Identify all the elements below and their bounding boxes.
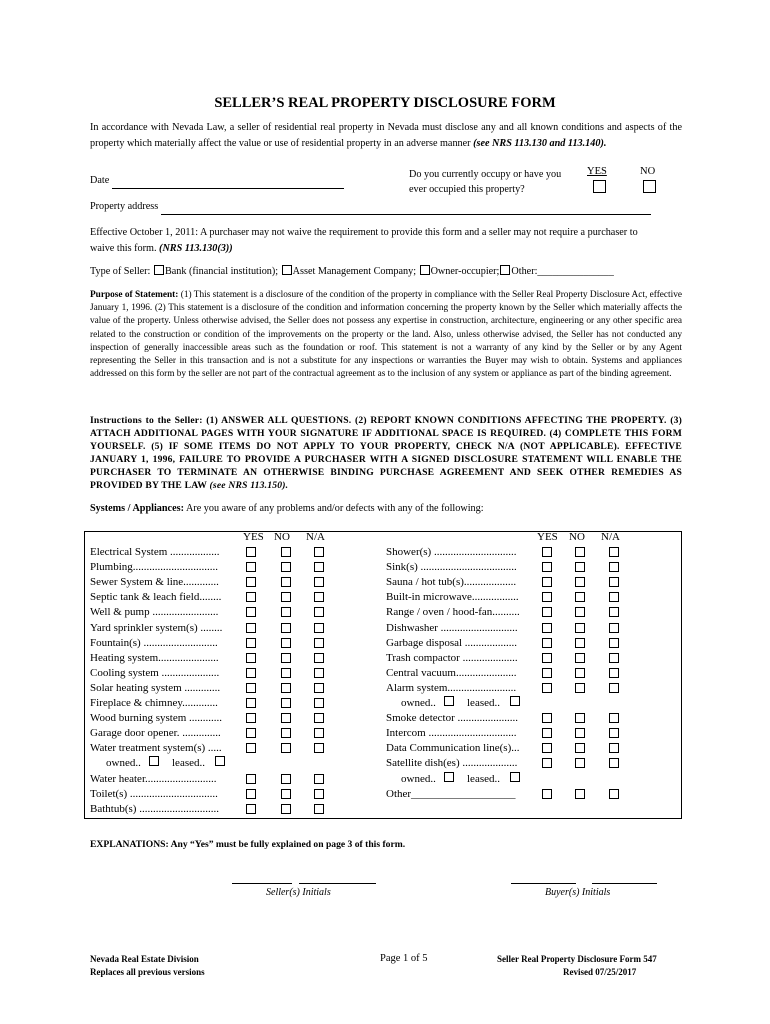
alarm-leased-checkbox[interactable]	[510, 696, 520, 706]
right-item-1-no-checkbox[interactable]	[575, 562, 585, 572]
left-item-10-na-checkbox[interactable]	[314, 698, 324, 708]
left-item-0: Electrical System ..................	[90, 546, 220, 558]
buyer-initials-label: Buyer(s) Initials	[545, 887, 611, 898]
right-item-0-yes-checkbox[interactable]	[542, 547, 552, 557]
address-field[interactable]	[161, 202, 651, 215]
right-item-13: Satellite dish(es) ....................	[386, 757, 518, 770]
other-blank[interactable]: _______________	[537, 266, 614, 277]
systems-question: Are you aware of any problems and/or defects with any of the following:	[185, 503, 484, 514]
purpose-text: (1) This statement is a disclosure of the condition of the property in compliance with the Seller Real Property Disclosure Act, effective January 1, 1996. (2) This statement is a disclosure of the condition and information concerning the property known by the Seller which materially affects the value of the property. Unless otherwise advised, the Seller does not possess any expertise in construction, architecture, engineering or any other specific area related to the construction or condition of the improvements on the property or the land. Also, unless otherwise advised, the Seller has not conducted any inspection of generally inaccessible areas such as the foundation or roof. This statement is not a warranty of any kind by the Seller or by any Agent representing the Seller in this transaction and is not a substitute for any inspections or warranties the Buyer may wish to obtain. Systems and appliances addressed on this form by the seller are not part of the contractual agreement as to the inclusion of any system or appliance as part of the binding agreement.	[90, 290, 682, 380]
left-item-10-yes-checkbox[interactable]	[246, 698, 256, 708]
right-item-14-na-checkbox[interactable]	[609, 789, 619, 799]
left-item-14: Water heater..........................	[90, 772, 217, 785]
left-item-7: Heating system......................	[90, 651, 219, 664]
left-item-11-yes-checkbox[interactable]	[246, 713, 256, 723]
left-item-7-yes-checkbox[interactable]	[246, 653, 256, 663]
right-item-9: Alarm system.........................	[386, 681, 517, 694]
right-item-3-yes-checkbox[interactable]	[542, 592, 552, 602]
water-treatment-leased-checkbox[interactable]	[215, 756, 225, 766]
right-item-6-no-checkbox[interactable]	[575, 638, 585, 648]
left-item-3-no-checkbox[interactable]	[281, 592, 291, 602]
buyer-initial-line-2[interactable]	[592, 873, 657, 884]
right-item-7-yes-checkbox[interactable]	[542, 653, 552, 663]
purpose-label: Purpose of Statement:	[90, 290, 179, 300]
right-item-8-na-checkbox[interactable]	[609, 668, 619, 678]
right-item-4-yes-checkbox[interactable]	[542, 607, 552, 617]
occupy-yes-label: YES	[587, 166, 607, 177]
left-item-6: Fountain(s) ...........................	[90, 636, 218, 649]
left-item-9-no-checkbox[interactable]	[281, 683, 291, 693]
systems-label: Systems / Appliances:	[90, 503, 184, 514]
right-item-3: Built-in microwave.................	[386, 591, 519, 604]
footer-revised: Revised 07/25/2017	[563, 967, 637, 977]
left-item-13-yes-checkbox[interactable]	[246, 743, 256, 753]
left-item-4-yes-checkbox[interactable]	[246, 607, 256, 617]
left-item-13-na-checkbox[interactable]	[314, 743, 324, 753]
right-item-14-yes-checkbox[interactable]	[542, 789, 552, 799]
left-item-1-yes-checkbox[interactable]	[246, 562, 256, 572]
left-item-9-na-checkbox[interactable]	[314, 683, 324, 693]
bank-option-label: Bank (financial institution);	[164, 266, 279, 277]
other-option-label: Other:	[511, 266, 538, 277]
right-item-12-na-checkbox[interactable]	[609, 743, 619, 753]
intro-citation: (see NRS 113.130 and 113.140).	[473, 137, 607, 149]
left-item-14-na-checkbox[interactable]	[314, 774, 324, 784]
right-item-10-no-checkbox[interactable]	[575, 713, 585, 723]
seller-type-label: Type of Seller:	[90, 266, 151, 277]
water-treatment-owned-checkbox[interactable]	[149, 756, 159, 766]
right-item-9-yes-checkbox[interactable]	[542, 683, 552, 693]
date-row	[90, 173, 344, 189]
occupy-yes-checkbox[interactable]	[593, 180, 606, 193]
occupy-no-checkbox[interactable]	[643, 180, 656, 193]
right-item-12-yes-checkbox[interactable]	[542, 743, 552, 753]
right-item-9-na-checkbox[interactable]	[609, 683, 619, 693]
right-item-2-no-checkbox[interactable]	[575, 577, 585, 587]
other-checkbox[interactable]	[500, 265, 510, 275]
left-item-16-no-checkbox[interactable]	[281, 804, 291, 814]
left-item-11-na-checkbox[interactable]	[314, 713, 324, 723]
right-item-11-na-checkbox[interactable]	[609, 728, 619, 738]
left-item-3-yes-checkbox[interactable]	[246, 592, 256, 602]
right-item-2: Sauna / hot tub(s)...................	[386, 576, 517, 589]
left-item-5-no-checkbox[interactable]	[281, 623, 291, 633]
left-item-10-no-checkbox[interactable]	[281, 698, 291, 708]
owner-occupier-checkbox[interactable]	[420, 265, 430, 275]
left-item-0-na-checkbox[interactable]	[314, 547, 324, 557]
right-item-9-no-checkbox[interactable]	[575, 683, 585, 693]
form-title: SELLER’S REAL PROPERTY DISCLOSURE FORM	[214, 95, 556, 111]
occupy-no-label: NO	[640, 166, 656, 177]
water-treatment-leased-label: leased..	[172, 757, 205, 770]
left-item-0-no-checkbox[interactable]	[281, 547, 291, 557]
right-item-11-yes-checkbox[interactable]	[542, 728, 552, 738]
left-item-15: Toilet(s) ................................	[90, 787, 218, 800]
seller-initials-label: Seller(s) Initials	[266, 887, 331, 898]
satellite-owned-checkbox[interactable]	[444, 772, 454, 782]
left-item-1-na-checkbox[interactable]	[314, 562, 324, 572]
intro-paragraph	[90, 120, 682, 151]
right-yes-header: YES	[537, 531, 558, 543]
right-item-7: Trash compactor ....................	[386, 651, 518, 664]
right-item-13-no-checkbox[interactable]	[575, 758, 585, 768]
seller-initial-line-2[interactable]	[299, 873, 376, 884]
left-item-13-no-checkbox[interactable]	[281, 743, 291, 753]
alarm-owned-label: owned..	[401, 697, 436, 709]
left-item-2-no-checkbox[interactable]	[281, 577, 291, 587]
left-item-8-na-checkbox[interactable]	[314, 668, 324, 678]
right-item-0: Shower(s) ..............................	[386, 546, 517, 558]
right-item-1-yes-checkbox[interactable]	[542, 562, 552, 572]
left-item-3: Septic tank & leach field........	[90, 591, 222, 604]
effective-citation: (NRS 113.130(3))	[159, 242, 233, 254]
left-item-12-na-checkbox[interactable]	[314, 728, 324, 738]
right-item-10-yes-checkbox[interactable]	[542, 713, 552, 723]
left-item-4-no-checkbox[interactable]	[281, 607, 291, 617]
owner-occupier-option-label: Owner-occupier;	[430, 266, 500, 277]
left-item-1-no-checkbox[interactable]	[281, 562, 291, 572]
seller-initial-line-1[interactable]	[232, 873, 292, 884]
effective-paragraph	[90, 225, 660, 256]
left-item-15-no-checkbox[interactable]	[281, 789, 291, 799]
right-item-8: Central vacuum......................	[386, 666, 517, 679]
right-item-14: Other___________________	[386, 787, 516, 800]
buyer-initial-line-1[interactable]	[511, 873, 576, 884]
left-item-7-na-checkbox[interactable]	[314, 653, 324, 663]
effective-text: Effective October 1, 2011: A purchaser may not waive the requirement to provide this form and a seller may not require a purchaser to waive this form.	[90, 227, 638, 254]
left-item-8-yes-checkbox[interactable]	[246, 668, 256, 678]
asset-management-checkbox[interactable]	[282, 265, 292, 275]
intro-text: In accordance with Nevada Law, a seller of residential real property in Nevada must disclose any and all known conditions and aspects of the property which materially affect the value or use of residential property in an adverse manner	[90, 122, 682, 149]
right-item-11: Intercom ................................	[386, 727, 517, 740]
right-item-7-na-checkbox[interactable]	[609, 653, 619, 663]
right-no-header: NO	[569, 531, 585, 543]
right-item-0-na-checkbox[interactable]	[609, 547, 619, 557]
right-item-1-na-checkbox[interactable]	[609, 562, 619, 572]
seller-type-row	[90, 265, 614, 277]
purpose-paragraph	[90, 289, 682, 381]
right-item-6-yes-checkbox[interactable]	[542, 638, 552, 648]
left-item-1: Plumbing...............................	[90, 561, 219, 574]
right-item-3-no-checkbox[interactable]	[575, 592, 585, 602]
instructions-text: Instructions to the Seller: (1) ANSWER ALL QUESTIONS. (2) REPORT KNOWN CONDITIONS AFFECTING THE PROPERTY. (3) ATTACH ADDITIONAL PAGES WITH YOUR SIGNATURE IF ADDITIONAL SPACE IS REQUIRED. (4) COMPLETE THIS FORM YOURSELF. (5) IF SOME ITEMS DO NOT APPLY TO YOUR PROPERTY, CHECK N/A (NOT APPLICABLE). EFFECTIVE JANUARY 1, 1996, FAILURE TO PROVIDE A PURCHASER WITH A SIGNED DISCLOSURE STATEMENT WILL ENABLE THE PURCHASER TO TERMINATE AN OTHERWISE BINDING PURCHASE AGREEMENT AND SEEK OTHER REMEDIES AS PROVIDED BY THE LAW	[90, 415, 682, 491]
asset-management-option-label: Asset Management Company;	[292, 266, 417, 277]
instructions-paragraph	[90, 414, 682, 492]
left-item-2: Sewer System & line.............	[90, 576, 219, 589]
instructions-citation: (see NRS 113.150).	[209, 480, 289, 491]
right-item-12: Data Communication line(s)...	[386, 742, 520, 755]
left-item-12-yes-checkbox[interactable]	[246, 728, 256, 738]
right-item-10: Smoke detector ......................	[386, 712, 518, 725]
left-item-15-yes-checkbox[interactable]	[246, 789, 256, 799]
right-item-4-no-checkbox[interactable]	[575, 607, 585, 617]
footer-replaces: Replaces all previous versions	[90, 967, 205, 977]
right-item-5-yes-checkbox[interactable]	[542, 623, 552, 633]
explanations-note: EXPLANATIONS: Any “Yes” must be fully explained on page 3 of this form.	[90, 839, 406, 850]
date-label: Date	[90, 175, 110, 186]
left-item-4: Well & pump ........................	[90, 606, 219, 619]
water-treatment-owned-label: owned..	[106, 757, 141, 770]
left-item-3-na-checkbox[interactable]	[314, 592, 324, 602]
right-na-header: N/A	[601, 531, 620, 543]
right-item-5-no-checkbox[interactable]	[575, 623, 585, 633]
address-label: Property address	[90, 201, 159, 212]
left-item-14-no-checkbox[interactable]	[281, 774, 291, 784]
satellite-leased-checkbox[interactable]	[510, 772, 520, 782]
bank-checkbox[interactable]	[154, 265, 164, 275]
left-item-6-na-checkbox[interactable]	[314, 638, 324, 648]
left-item-13: Water treatment system(s) .....	[90, 742, 222, 755]
satellite-owned-label: owned..	[401, 772, 436, 785]
left-item-5-na-checkbox[interactable]	[314, 623, 324, 633]
right-item-4: Range / oven / hood-fan..........	[386, 606, 520, 619]
right-item-14-no-checkbox[interactable]	[575, 789, 585, 799]
satellite-leased-label: leased..	[467, 772, 500, 785]
left-item-6-yes-checkbox[interactable]	[246, 638, 256, 648]
left-item-8: Cooling system .....................	[90, 666, 220, 679]
left-item-12: Garage door opener. ..............	[90, 727, 221, 740]
footer-division: Nevada Real Estate Division	[90, 954, 199, 964]
address-row	[90, 199, 651, 215]
right-item-2-yes-checkbox[interactable]	[542, 577, 552, 587]
occupy-question: Do you currently occupy or have you ever occupied this property?	[409, 169, 562, 195]
right-item-2-na-checkbox[interactable]	[609, 577, 619, 587]
left-item-5-yes-checkbox[interactable]	[246, 623, 256, 633]
left-item-2-yes-checkbox[interactable]	[246, 577, 256, 587]
right-item-5: Dishwasher ............................	[386, 621, 518, 634]
left-item-8-no-checkbox[interactable]	[281, 668, 291, 678]
right-item-4-na-checkbox[interactable]	[609, 607, 619, 617]
left-item-14-yes-checkbox[interactable]	[246, 774, 256, 784]
right-item-8-yes-checkbox[interactable]	[542, 668, 552, 678]
page-number: Page 1 of 5	[380, 953, 428, 964]
left-item-4-na-checkbox[interactable]	[314, 607, 324, 617]
left-yes-header: YES	[243, 531, 264, 543]
left-item-2-na-checkbox[interactable]	[314, 577, 324, 587]
right-item-1: Sink(s) ...................................	[386, 561, 517, 574]
right-item-11-no-checkbox[interactable]	[575, 728, 585, 738]
left-item-9-yes-checkbox[interactable]	[246, 683, 256, 693]
left-item-6-no-checkbox[interactable]	[281, 638, 291, 648]
left-item-7-no-checkbox[interactable]	[281, 653, 291, 663]
footer-form-number: Seller Real Property Disclosure Form 547	[497, 954, 657, 964]
left-item-12-no-checkbox[interactable]	[281, 728, 291, 738]
left-item-16-yes-checkbox[interactable]	[246, 804, 256, 814]
left-item-15-na-checkbox[interactable]	[314, 789, 324, 799]
alarm-owned-checkbox[interactable]	[444, 696, 454, 706]
left-item-11: Wood burning system ............	[90, 712, 223, 725]
right-item-0-no-checkbox[interactable]	[575, 547, 585, 557]
left-na-header: N/A	[306, 531, 325, 543]
right-item-5-na-checkbox[interactable]	[609, 623, 619, 633]
systems-row	[90, 503, 484, 514]
right-item-12-no-checkbox[interactable]	[575, 743, 585, 753]
left-item-0-yes-checkbox[interactable]	[246, 547, 256, 557]
left-item-9: Solar heating system .............	[90, 681, 221, 694]
right-item-13-na-checkbox[interactable]	[609, 758, 619, 768]
left-item-10: Fireplace & chimney.............	[90, 697, 218, 709]
right-item-8-no-checkbox[interactable]	[575, 668, 585, 678]
right-item-13-yes-checkbox[interactable]	[542, 758, 552, 768]
right-item-10-na-checkbox[interactable]	[609, 713, 619, 723]
right-item-6-na-checkbox[interactable]	[609, 638, 619, 648]
left-item-16-na-checkbox[interactable]	[314, 804, 324, 814]
alarm-leased-label: leased..	[467, 697, 500, 709]
left-no-header: NO	[274, 531, 290, 543]
right-item-7-no-checkbox[interactable]	[575, 653, 585, 663]
left-item-11-no-checkbox[interactable]	[281, 713, 291, 723]
right-item-3-na-checkbox[interactable]	[609, 592, 619, 602]
right-item-6: Garbage disposal ...................	[386, 636, 518, 649]
left-item-16: Bathtub(s) .............................	[90, 802, 219, 815]
left-item-5: Yard sprinkler system(s) ........	[90, 621, 223, 634]
date-field[interactable]	[112, 176, 344, 189]
